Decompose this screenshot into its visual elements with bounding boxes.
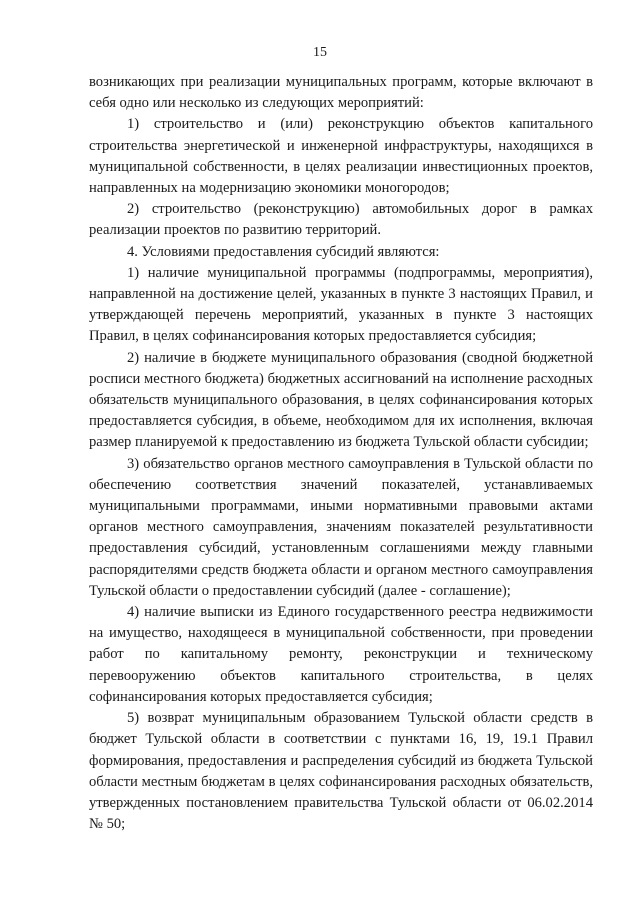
paragraph-condition-5: 5) возврат муниципальным образованием Тульской области средств в бюджет Тульской области в соответствии с пунктами 16, 19, 19.1 Правил формирования, предоставления и распределения субсидий из бюджета Тульской области местным бюджетам в целях софинансирования расходных обязательств, утвержденных постановлением правительства Тульской области от 06.02.2014 № 50; [89,710,593,833]
document-body [89,72,593,835]
paragraph-condition-3: 3) обязательство органов местного самоуправления в Тульской области по обеспечению соответствия значений показателей, устанавливаемых муниципальными программами, иными нормативными правовыми актами органов местного самоуправления, значениям показателей результативности предоставления субсидий, установленным соглашениями между главными распорядителями средств бюджета области и органом местного самоуправления Тульской области о предоставлении субсидий (далее - соглашение); [89,455,593,599]
page-number: 15 [313,45,327,60]
paragraph-item-1: 1) строительство и (или) реконструкцию объектов капитального строительства энергетической и инженерной инфраструктуры, находящихся в муниципальной собственности, в целях реализации инвестиционных проектов, направленных на модернизацию экономики моногородов; [89,116,593,197]
paragraph-intro: возникающих при реализации муниципальных программ, которые включают в себя одно или несколько из следующих мероприятий: [89,74,593,112]
paragraph-clause-4: 4. Условиями предоставления субсидий являются: [127,243,440,260]
paragraph-item-2: 2) строительство (реконструкцию) автомобильных дорог в рамках реализации проектов по развитию территорий. [89,201,593,239]
paragraph-condition-4: 4) наличие выписки из Единого государственного реестра недвижимости на имущество, находящееся в муниципальной собственности, при проведении работ по капитальному ремонту, реконструкции и техническому перевооружению объектов капитального строительства, в целях софинансирования которых предоставляется субсидия; [89,604,593,705]
paragraph-condition-1: 1) наличие муниципальной программы (подпрограммы, мероприятия), направленной на достижение целей, указанных в пункте 3 настоящих Правил, и утверждающей перечень мероприятий, указанных в пункте 3 настоящих Правил, в целях софинансирования которых предоставляется субсидия; [89,264,593,345]
paragraph-condition-2: 2) наличие в бюджете муниципального образования (сводной бюджетной росписи местного бюджета) бюджетных ассигнований на исполнение расходных обязательств муниципального образования, в целях софинансирования которых предоставляется субсидия, в объеме, необходимом для их исполнения, включая размер планируемой к предоставлению из бюджета Тульской области субсидии; [89,349,593,451]
